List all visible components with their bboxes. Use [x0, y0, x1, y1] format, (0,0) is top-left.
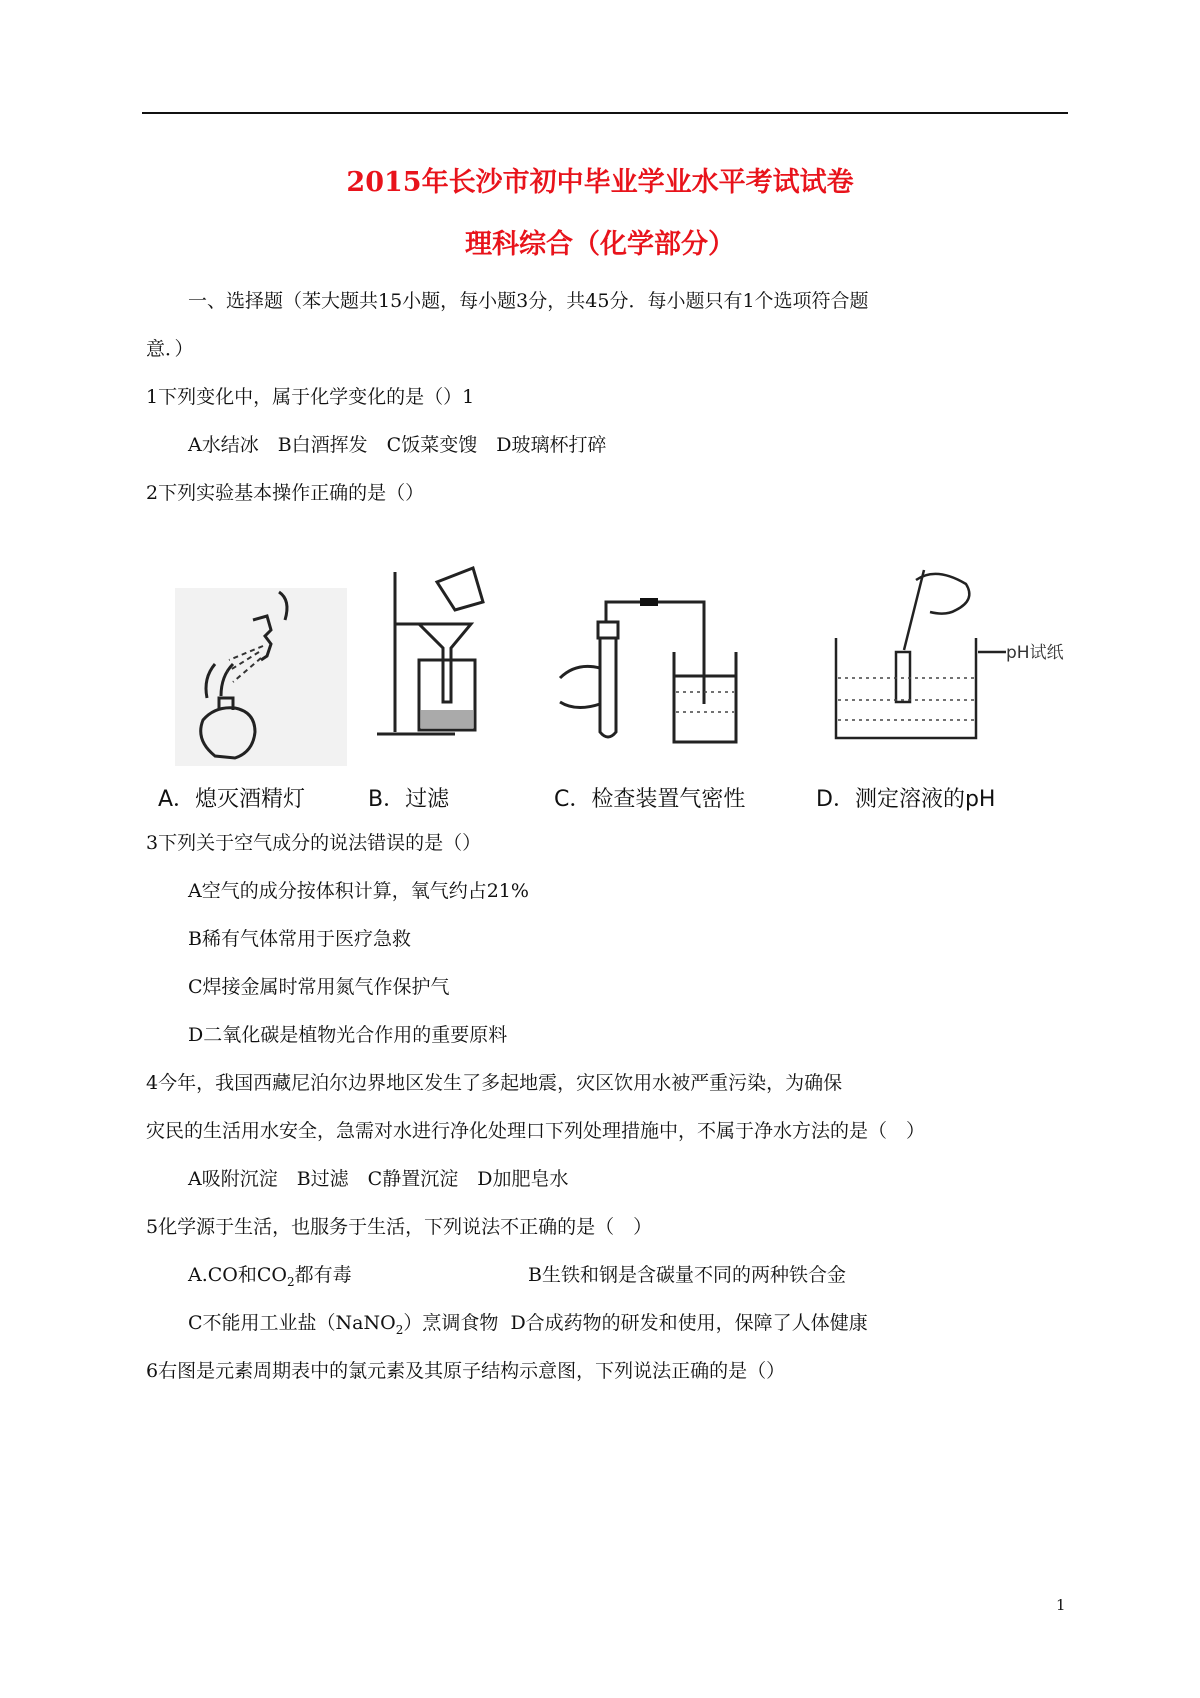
- page-number: 1: [1056, 1596, 1066, 1614]
- page-subtitle: 理科综合（化学部分）: [465, 229, 735, 260]
- q6-stem: 6右图是元素周期表中的氯元素及其原子结构示意图，下列说法正确的是（）: [146, 1360, 786, 1382]
- q5-stem: 5化学源于生活，也服务于生活，下列说法不正确的是（ ）: [146, 1216, 653, 1238]
- q2-caption-b: B．过滤: [368, 787, 450, 812]
- ph-paper-label: pH试纸: [1006, 643, 1064, 663]
- page-title: 2015年长沙市初中毕业学业水平考试试卷: [346, 167, 854, 198]
- figure-airtightness: [556, 592, 756, 752]
- section-intro-line2: 意．）: [146, 338, 194, 360]
- section-intro-line1: 一、选择题（苯大题共15小题，每小题3分，共45分．每小题只有1个选项符合题: [188, 290, 869, 312]
- q5-option-c-tail: ）烹调食物: [403, 1312, 499, 1334]
- q5-option-b: B生铁和钢是含碳量不同的两种铁合金: [528, 1264, 846, 1286]
- q5-option-a: [188, 1260, 352, 1289]
- q2-stem: 2下列实验基本操作正确的是（）: [146, 482, 425, 504]
- figure-ph-test: [826, 560, 1064, 750]
- q3-option-b: B稀有气体常用于医疗急救: [188, 928, 411, 950]
- q5-option-a-subscript: 2: [287, 1274, 295, 1289]
- q5-option-a-text: A.CO和CO: [188, 1264, 287, 1286]
- q3-option-d: D二氧化碳是植物光合作用的重要原料: [188, 1024, 508, 1046]
- q3-option-a: A空气的成分按体积计算，氧气约占21%: [188, 880, 529, 902]
- q4-stem-line2: 灾民的生活用水安全，急需对水进行净化处理口下列处理措施中，不属于净水方法的是（ ）: [146, 1120, 926, 1142]
- q5-option-d: D合成药物的研发和使用，保障了人体健康: [510, 1312, 868, 1334]
- q5-option-c-text: C不能用工业盐（NaNO: [188, 1312, 396, 1334]
- q2-caption-c: C．检查装置气密性: [554, 787, 746, 812]
- q5-option-c-subscript: 2: [395, 1322, 404, 1337]
- q2-caption-d: D．测定溶液的pH: [816, 787, 996, 812]
- q4-options: A吸附沉淀 B过滤 C静置沉淀 D加肥皂水: [188, 1168, 569, 1190]
- q5-option-c-d: [188, 1308, 868, 1337]
- header-rule: [142, 112, 1068, 114]
- q5-option-a-tail: 都有毒: [294, 1264, 352, 1286]
- figure-filtration: [375, 562, 495, 747]
- q4-stem-line1: 4今年，我国西藏尼泊尔边界地区发生了多起地震，灾区饮用水被严重污染，为确保: [146, 1072, 843, 1094]
- q3-option-c: C焊接金属时常用氮气作保护气: [188, 976, 450, 998]
- q3-stem: 3下列关于空气成分的说法错误的是（）: [146, 832, 482, 854]
- q1-options: A水结冰 B白酒挥发 C饭菜变馊 D玻璃杯打碎: [188, 434, 607, 456]
- q1-stem: 1下列变化中，属于化学变化的是（）1: [146, 386, 475, 408]
- q2-caption-a: A．熄灭酒精灯: [158, 787, 306, 812]
- figure-alcohol-lamp: [175, 560, 347, 770]
